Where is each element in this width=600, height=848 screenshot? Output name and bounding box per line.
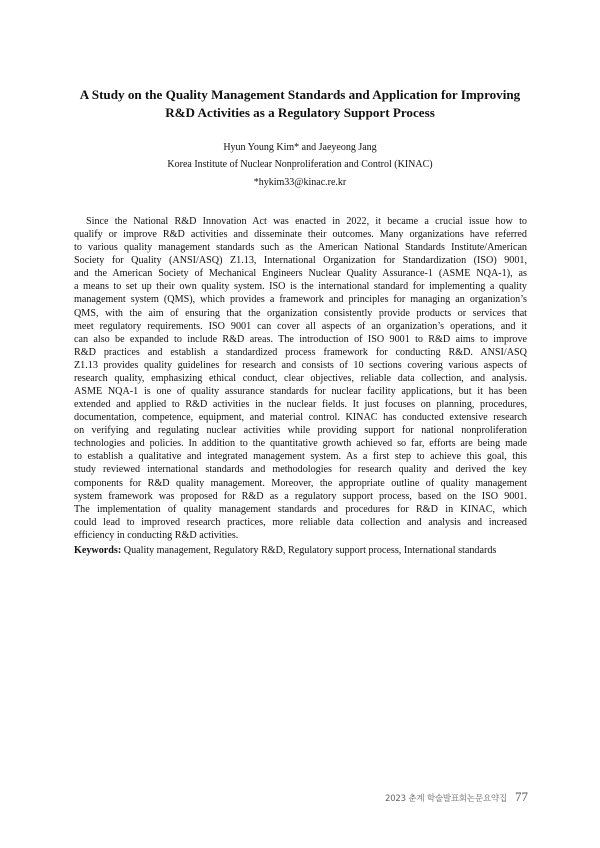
abstract-line: can also be expanded to include R&D areas. The introduction of ISO 9001 to R&D aims to improve: [74, 333, 527, 345]
journal-name: 2023 춘계 학술발표회논문요약집: [385, 794, 507, 804]
abstract-line: ASME NQA-1 is one of quality assurance standards for nuclear facility applications, but it has been: [74, 386, 527, 398]
keywords-text: Quality management, Regulatory R&D, Regulatory support process, International standards: [121, 545, 497, 556]
abstract-line: on verifying and regulating nuclear activities while providing support for national nonproliferation: [74, 425, 527, 437]
abstract-line: meet regulatory requirements. ISO 9001 can cover all aspects of an organization’s operations, and it: [74, 320, 527, 332]
abstract-line: technologies and policies. In addition to the quantitative growth achieved so far, efforts are being made: [74, 438, 527, 450]
abstract-line: to various quality management standards such as the American National Standards Institute/American: [74, 242, 527, 254]
abstract-line: documentation, competence, equipment, and material control. KINAC has conducted extensive research: [74, 412, 527, 424]
keywords: [74, 544, 544, 557]
page-footer: [385, 789, 528, 805]
abstract-line: extended and applied to R&D activities in the nuclear fields. It just focuses on planning, procedures,: [74, 399, 527, 411]
abstract-line: could lead to improved research practices, more reliable data collection and analysis and increased: [74, 516, 527, 528]
abstract-line: management system (QMS), which provides a framework and principles for managing an organization’s: [74, 294, 527, 306]
abstract-line: efficiency in conducting R&D activities.: [74, 529, 239, 541]
abstract-line: Since the National R&D Innovation Act was enacted in 2022, it became a crucial issue how to: [86, 216, 527, 227]
abstract-line: qualify or improve R&D activities and disseminate their outcomes. Many organizations have referred: [74, 229, 527, 241]
abstract-line: Society for Quality (ANSI/ASQ) Z1.13, International Organization for Standardization (ISO) 9001,: [74, 255, 527, 267]
abstract-line: The implementation of quality management standards and procedures for R&D in KINAC, which: [74, 503, 527, 515]
abstract-line: system framework was proposed for R&D as a regulatory support process, based on the ISO 9001.: [74, 490, 527, 502]
affiliation: Korea Institute of Nuclear Nonproliferation and Control (KINAC): [167, 159, 433, 170]
abstract-line: to establish a qualitative and integrated management system. As a first step to achieve this goal, this: [74, 451, 527, 463]
page-number: 77: [515, 789, 528, 804]
keywords-label: Keywords:: [74, 545, 122, 556]
paper-title: [60, 86, 540, 122]
paper-title-line-1: A Study on the Quality Management Standards and Application for Improving: [79, 87, 521, 102]
author-email: *hykim33@kinac.re.kr: [253, 177, 347, 188]
abstract-line: and the American Society of Mechanical Engineers Nuclear Quality Assurance-1 (ASME NQA-1), as: [74, 268, 527, 280]
abstract-line: components for R&D quality management. Moreover, the appropriate outline of quality management: [74, 477, 527, 489]
paper-title-line-2: R&D Activities as a Regulatory Support Process: [165, 105, 435, 120]
abstract-line: QMS, with the aim of ensuring that the organization consistently provide products or services that: [74, 307, 527, 319]
abstract-line: research quality, emphasizing ethical conduct, clear objectives, reliable data collection, and analysis.: [74, 372, 527, 384]
abstract-line: R&D practices and establish a standardized process framework for conducting R&D. ANSI/ASQ: [74, 346, 527, 358]
abstract-body: [74, 215, 527, 542]
abstract-line: a means to set up their own quality system. ISO is the international standard for implementing a quality: [74, 281, 527, 293]
abstract-line: study reviewed international standards and methodologies for research quality and derived the key: [74, 464, 527, 476]
authors: Hyun Young Kim* and Jaeyeong Jang: [223, 142, 377, 153]
abstract-line: Z1.13 provides quality guidelines for research and consists of 10 sections covering various aspects of: [74, 359, 527, 371]
